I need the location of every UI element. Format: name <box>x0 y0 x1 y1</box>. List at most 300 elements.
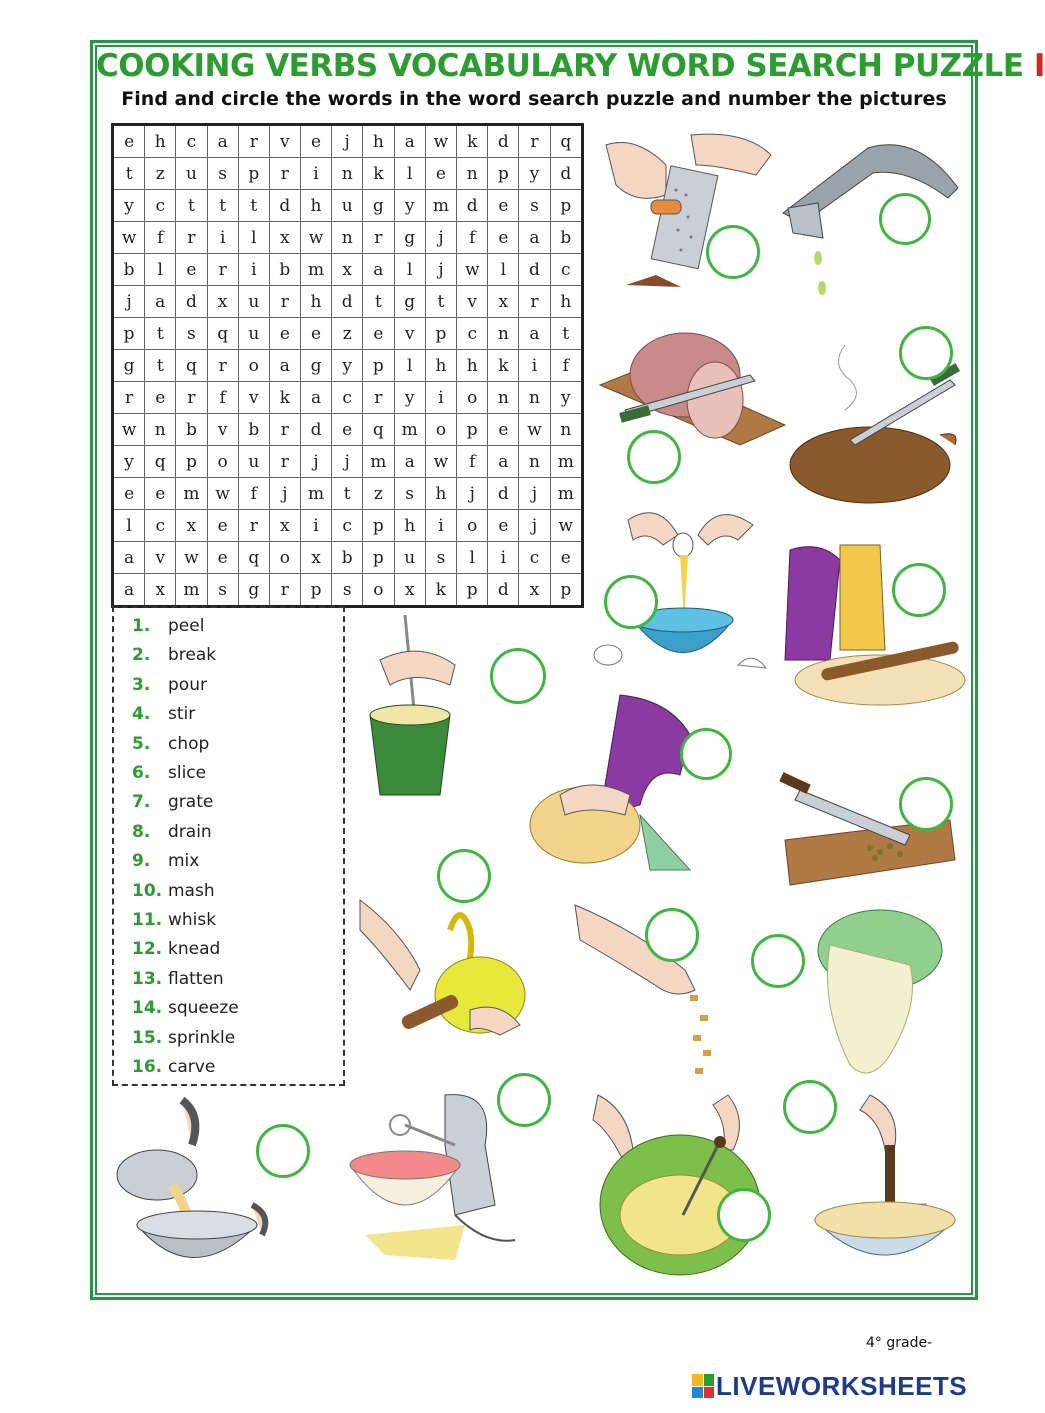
word-number: 8. <box>132 821 151 842</box>
grid-letter[interactable]: e <box>488 510 519 542</box>
grid-letter[interactable]: d <box>519 254 550 286</box>
grid-letter[interactable]: m <box>176 574 207 607</box>
grid-letter[interactable]: t <box>425 286 456 318</box>
grid-letter[interactable]: i <box>425 382 456 414</box>
grid-letter[interactable]: w <box>457 254 488 286</box>
grid-letter[interactable]: g <box>394 286 425 318</box>
word-list-item <box>132 939 220 959</box>
grid-letter[interactable]: w <box>550 510 582 542</box>
grid-letter[interactable]: v <box>145 542 176 574</box>
grid-letter[interactable]: b <box>550 222 582 254</box>
grid-row <box>113 350 583 382</box>
drain-answer-circle[interactable] <box>256 1124 310 1178</box>
grid-letter[interactable]: i <box>300 158 331 190</box>
grid-letter[interactable]: p <box>425 318 456 350</box>
grid-letter[interactable]: r <box>176 382 207 414</box>
grid-letter[interactable]: c <box>519 542 550 574</box>
grid-letter[interactable]: j <box>300 446 331 478</box>
grid-letter[interactable]: m <box>550 446 582 478</box>
grid-letter[interactable]: x <box>488 286 519 318</box>
grid-letter[interactable]: d <box>488 574 519 607</box>
grid-letter[interactable]: b <box>176 414 207 446</box>
grid-letter[interactable]: d <box>300 414 331 446</box>
grid-letter[interactable]: k <box>425 574 456 607</box>
grid-letter[interactable]: v <box>207 414 238 446</box>
grid-letter[interactable]: v <box>269 125 300 158</box>
grid-letter[interactable]: l <box>145 254 176 286</box>
whisk-picture <box>588 1090 773 1280</box>
grid-letter[interactable]: y <box>113 446 145 478</box>
grid-letter[interactable]: t <box>145 350 176 382</box>
grid-letter[interactable]: z <box>145 158 176 190</box>
grid-letter[interactable]: d <box>176 286 207 318</box>
grid-letter[interactable]: r <box>269 414 300 446</box>
peel-picture <box>360 890 535 1040</box>
grid-letter[interactable]: r <box>238 125 269 158</box>
grid-letter[interactable]: p <box>457 414 488 446</box>
carve-answer-circle[interactable] <box>899 326 953 380</box>
grid-letter[interactable]: g <box>300 350 331 382</box>
grid-letter[interactable]: x <box>332 254 363 286</box>
grid-letter[interactable]: m <box>300 254 331 286</box>
grid-letter[interactable]: t <box>332 478 363 510</box>
grid-letter[interactable]: o <box>425 414 456 446</box>
word-list-item <box>132 675 207 695</box>
grid-letter[interactable]: f <box>457 446 488 478</box>
squeeze-picture <box>778 128 963 303</box>
grid-letter[interactable]: t <box>363 286 394 318</box>
grid-row <box>113 478 583 510</box>
grid-letter[interactable]: r <box>238 510 269 542</box>
grid-letter[interactable]: x <box>145 574 176 607</box>
grid-letter[interactable]: i <box>519 350 550 382</box>
grid-letter[interactable]: h <box>300 190 331 222</box>
grid-letter[interactable]: f <box>145 222 176 254</box>
word-number: 6. <box>132 763 151 783</box>
grid-letter[interactable]: e <box>332 414 363 446</box>
grid-letter[interactable]: u <box>238 286 269 318</box>
grid-letter[interactable]: l <box>238 222 269 254</box>
grid-letter[interactable]: y <box>113 190 145 222</box>
grid-letter[interactable]: p <box>363 350 394 382</box>
grid-letter[interactable]: m <box>425 190 456 222</box>
grid-letter[interactable]: h <box>425 478 456 510</box>
word-list-item <box>132 645 216 665</box>
whisk-answer-circle[interactable] <box>717 1188 771 1242</box>
grid-letter[interactable]: n <box>145 414 176 446</box>
grid-letter[interactable]: o <box>238 350 269 382</box>
grid-letter[interactable]: t <box>550 318 582 350</box>
grid-letter[interactable]: r <box>207 350 238 382</box>
pour-answer-circle[interactable] <box>751 934 805 988</box>
grid-letter[interactable]: v <box>238 382 269 414</box>
grid-letter[interactable]: n <box>488 318 519 350</box>
word-list-item <box>132 704 195 724</box>
grid-letter[interactable]: p <box>488 158 519 190</box>
grid-letter[interactable]: v <box>394 318 425 350</box>
grid-letter[interactable]: e <box>145 382 176 414</box>
grid-letter[interactable]: g <box>394 222 425 254</box>
word-text: stir <box>168 704 196 725</box>
grid-letter[interactable]: q <box>176 350 207 382</box>
grid-letter[interactable]: d <box>457 190 488 222</box>
word-list-item <box>132 881 215 901</box>
grid-letter[interactable]: r <box>363 222 394 254</box>
grid-row <box>113 286 583 318</box>
word-list-item <box>132 734 209 754</box>
grid-letter[interactable]: a <box>269 350 300 382</box>
grid-letter[interactable]: a <box>394 446 425 478</box>
grid-letter[interactable]: p <box>113 318 145 350</box>
grid-letter[interactable]: e <box>269 318 300 350</box>
grid-letter[interactable]: l <box>488 254 519 286</box>
grid-letter[interactable]: j <box>425 254 456 286</box>
word-list-item <box>132 1057 215 1077</box>
grid-row <box>113 510 583 542</box>
grid-letter[interactable]: q <box>145 446 176 478</box>
grid-letter[interactable]: x <box>300 542 331 574</box>
grid-letter[interactable]: u <box>394 542 425 574</box>
grid-letter[interactable]: p <box>300 574 331 607</box>
grid-letter[interactable]: q <box>238 542 269 574</box>
grid-letter[interactable]: r <box>269 574 300 607</box>
grid-letter[interactable]: b <box>332 542 363 574</box>
stir-picture <box>360 610 460 800</box>
grid-letter[interactable]: e <box>550 542 582 574</box>
word-list-item <box>132 822 212 842</box>
grid-letter[interactable]: j <box>519 510 550 542</box>
grid-letter[interactable]: x <box>269 510 300 542</box>
grid-letter[interactable]: p <box>363 510 394 542</box>
grid-letter[interactable]: m <box>363 446 394 478</box>
slice-picture <box>600 315 785 455</box>
grid-row <box>113 222 583 254</box>
grid-letter[interactable]: k <box>457 125 488 158</box>
brand-name: LIVEWORKSHEETS <box>716 1370 968 1401</box>
grid-letter[interactable]: y <box>519 158 550 190</box>
grid-letter[interactable]: j <box>332 125 363 158</box>
word-text: flatten <box>168 968 224 989</box>
grid-letter[interactable]: w <box>176 542 207 574</box>
grid-letter[interactable]: j <box>519 478 550 510</box>
grid-letter[interactable]: a <box>488 446 519 478</box>
grid-letter[interactable]: y <box>332 350 363 382</box>
liveworksheets-logo-icon <box>692 1374 714 1398</box>
grid-letter[interactable]: r <box>519 125 550 158</box>
word-list-item <box>132 1028 235 1048</box>
grid-letter[interactable]: y <box>550 382 582 414</box>
grid-letter[interactable]: j <box>457 478 488 510</box>
grid-letter[interactable]: e <box>113 125 145 158</box>
grid-letter[interactable]: k <box>488 350 519 382</box>
grid-letter[interactable]: x <box>394 574 425 607</box>
grid-letter[interactable]: d <box>269 190 300 222</box>
word-number: 4. <box>132 704 151 725</box>
grid-letter[interactable]: i <box>238 254 269 286</box>
word-number: 13. <box>132 968 163 989</box>
grid-letter[interactable]: q <box>363 414 394 446</box>
grid-letter[interactable]: r <box>113 382 145 414</box>
grid-letter[interactable]: m <box>176 478 207 510</box>
grid-letter[interactable]: t <box>238 190 269 222</box>
grid-letter[interactable]: m <box>394 414 425 446</box>
grid-letter[interactable]: e <box>113 478 145 510</box>
break-answer-circle[interactable] <box>604 575 658 629</box>
grid-letter[interactable]: g <box>238 574 269 607</box>
grid-letter[interactable]: y <box>394 190 425 222</box>
grid-letter[interactable]: u <box>332 190 363 222</box>
word-number: 3. <box>132 674 151 695</box>
grid-letter[interactable]: p <box>550 190 582 222</box>
grid-letter[interactable]: a <box>363 254 394 286</box>
grid-letter[interactable]: l <box>394 254 425 286</box>
grid-letter[interactable]: i <box>425 510 456 542</box>
word-text: break <box>168 645 217 666</box>
grid-letter[interactable]: h <box>300 286 331 318</box>
grid-letter[interactable]: t <box>113 158 145 190</box>
grid-letter[interactable]: s <box>207 158 238 190</box>
grid-letter[interactable]: c <box>145 190 176 222</box>
grid-letter[interactable]: e <box>207 542 238 574</box>
grid-letter[interactable]: s <box>394 478 425 510</box>
word-number: 12. <box>132 939 163 960</box>
word-number: 7. <box>132 792 151 813</box>
grid-letter[interactable]: p <box>363 542 394 574</box>
grid-letter[interactable]: r <box>519 286 550 318</box>
grid-letter[interactable]: a <box>394 125 425 158</box>
grid-letter[interactable]: a <box>519 222 550 254</box>
grid-letter[interactable]: r <box>269 158 300 190</box>
grid-letter[interactable]: e <box>425 158 456 190</box>
word-text: mash <box>168 880 215 901</box>
grid-letter[interactable]: d <box>332 286 363 318</box>
grid-letter[interactable]: q <box>207 318 238 350</box>
slice-answer-circle[interactable] <box>627 430 681 484</box>
grid-letter[interactable]: s <box>519 190 550 222</box>
grid-letter[interactable]: r <box>269 446 300 478</box>
grid-letter[interactable]: w <box>519 414 550 446</box>
grid-letter[interactable]: k <box>269 382 300 414</box>
grid-letter[interactable]: p <box>238 158 269 190</box>
grid-letter[interactable]: c <box>145 510 176 542</box>
mix-answer-circle[interactable] <box>497 1073 551 1127</box>
drain-picture <box>112 1095 282 1290</box>
word-list-item <box>132 851 199 871</box>
flatten-answer-circle[interactable] <box>892 563 946 617</box>
grid-letter[interactable]: j <box>425 222 456 254</box>
word-number: 15. <box>132 1027 163 1048</box>
grid-letter[interactable]: o <box>207 446 238 478</box>
grid-letter[interactable]: h <box>394 510 425 542</box>
grid-letter[interactable]: x <box>269 222 300 254</box>
grid-letter[interactable]: d <box>488 125 519 158</box>
grid-letter[interactable]: i <box>300 510 331 542</box>
grid-letter[interactable]: p <box>176 446 207 478</box>
grid-row <box>113 542 583 574</box>
grid-letter[interactable]: n <box>519 382 550 414</box>
grid-letter[interactable]: w <box>425 446 456 478</box>
grid-letter[interactable]: e <box>176 254 207 286</box>
word-list-item <box>132 763 206 783</box>
grid-letter[interactable]: r <box>363 382 394 414</box>
knead-answer-circle[interactable] <box>680 728 732 780</box>
grid-letter[interactable]: a <box>207 125 238 158</box>
grid-letter[interactable]: w <box>207 478 238 510</box>
mash-answer-circle[interactable] <box>783 1080 837 1134</box>
grate-picture <box>596 125 776 300</box>
grid-letter[interactable]: r <box>176 222 207 254</box>
grid-letter[interactable]: f <box>457 222 488 254</box>
grid-letter[interactable]: e <box>363 318 394 350</box>
grid-letter[interactable]: o <box>457 382 488 414</box>
grid-letter[interactable]: s <box>207 574 238 607</box>
grid-letter[interactable]: v <box>457 286 488 318</box>
grid-letter[interactable]: i <box>488 542 519 574</box>
grid-letter[interactable]: a <box>113 574 145 607</box>
grid-letter[interactable]: h <box>425 350 456 382</box>
grid-letter[interactable]: q <box>550 125 582 158</box>
chop-answer-circle[interactable] <box>899 777 953 831</box>
grid-letter[interactable]: e <box>207 510 238 542</box>
grid-letter[interactable]: g <box>363 190 394 222</box>
grid-letter[interactable]: n <box>457 158 488 190</box>
grid-letter[interactable]: l <box>113 510 145 542</box>
grid-letter[interactable]: u <box>176 158 207 190</box>
grid-letter[interactable]: c <box>332 382 363 414</box>
grid-letter[interactable]: w <box>300 222 331 254</box>
grid-letter[interactable]: n <box>488 382 519 414</box>
grid-letter[interactable]: a <box>300 382 331 414</box>
grid-letter[interactable]: o <box>457 510 488 542</box>
grid-letter[interactable]: m <box>550 478 582 510</box>
grid-letter[interactable]: p <box>457 574 488 607</box>
grid-letter[interactable]: w <box>113 414 145 446</box>
grid-letter[interactable]: b <box>269 254 300 286</box>
grid-letter[interactable]: g <box>113 350 145 382</box>
grid-letter[interactable]: n <box>332 222 363 254</box>
grade-label: 4° grade- <box>866 1335 933 1351</box>
title-text: COOKING VERBS VOCABULARY WORD SEARCH PUZZLE <box>96 48 1024 84</box>
grid-letter[interactable]: a <box>519 318 550 350</box>
grid-letter[interactable]: h <box>363 125 394 158</box>
grate-answer-circle[interactable] <box>706 225 760 279</box>
grid-letter[interactable]: a <box>113 542 145 574</box>
grid-letter[interactable]: n <box>550 414 582 446</box>
grid-letter[interactable]: o <box>363 574 394 607</box>
grid-letter[interactable]: a <box>145 286 176 318</box>
grid-letter[interactable]: u <box>238 318 269 350</box>
word-search-grid <box>111 123 584 608</box>
grid-letter[interactable]: h <box>457 350 488 382</box>
word-list-item <box>132 998 239 1018</box>
grid-letter[interactable]: z <box>363 478 394 510</box>
peel-answer-circle[interactable] <box>437 849 491 903</box>
grid-letter[interactable]: e <box>488 190 519 222</box>
grid-row <box>113 446 583 478</box>
grid-letter[interactable]: m <box>300 478 331 510</box>
grid-letter[interactable]: k <box>363 158 394 190</box>
grid-letter[interactable]: j <box>113 286 145 318</box>
sprinkle-answer-circle[interactable] <box>645 908 699 962</box>
grid-letter[interactable]: r <box>269 286 300 318</box>
word-number: 2. <box>132 645 151 666</box>
grid-letter[interactable]: e <box>488 414 519 446</box>
grid-letter[interactable]: f <box>207 382 238 414</box>
grid-letter[interactable]: t <box>176 190 207 222</box>
grid-letter[interactable]: x <box>176 510 207 542</box>
word-number: 1. <box>132 616 151 636</box>
grid-letter[interactable]: d <box>550 158 582 190</box>
grid-letter[interactable]: i <box>207 222 238 254</box>
grid-letter[interactable]: t <box>145 318 176 350</box>
grid-letter[interactable]: e <box>488 222 519 254</box>
grid-letter[interactable]: s <box>425 542 456 574</box>
grid-letter[interactable]: e <box>145 478 176 510</box>
word-text: mix <box>168 851 200 872</box>
word-text: drain <box>168 821 212 842</box>
grid-letter[interactable]: p <box>550 574 582 607</box>
grid-letter[interactable]: h <box>145 125 176 158</box>
grid-letter[interactable]: c <box>550 254 582 286</box>
squeeze-answer-circle[interactable] <box>879 193 931 245</box>
grid-letter[interactable]: l <box>394 350 425 382</box>
grid-letter[interactable]: n <box>519 446 550 478</box>
grid-letter[interactable]: w <box>113 222 145 254</box>
grid-letter[interactable]: w <box>425 125 456 158</box>
grid-letter[interactable]: n <box>332 158 363 190</box>
grid-letter[interactable]: r <box>207 254 238 286</box>
grid-letter[interactable]: c <box>332 510 363 542</box>
grid-row <box>113 190 583 222</box>
grid-letter[interactable]: h <box>550 286 582 318</box>
word-number: 16. <box>132 1057 163 1077</box>
word-list-item <box>132 616 204 636</box>
grid-letter[interactable]: x <box>519 574 550 607</box>
grid-letter[interactable]: e <box>300 125 331 158</box>
word-text: grate <box>168 792 214 813</box>
grid-letter[interactable]: f <box>238 478 269 510</box>
word-text: slice <box>168 763 207 783</box>
grid-letter[interactable]: s <box>176 318 207 350</box>
grid-row <box>113 318 583 350</box>
word-text: knead <box>168 939 221 960</box>
grid-letter[interactable]: d <box>488 478 519 510</box>
grid-letter[interactable]: e <box>300 318 331 350</box>
word-text: chop <box>168 733 210 754</box>
grid-row <box>113 158 583 190</box>
grid-letter[interactable]: j <box>332 446 363 478</box>
grid-letter[interactable]: l <box>394 158 425 190</box>
word-text: carve <box>168 1057 216 1077</box>
grid-letter[interactable]: s <box>332 574 363 607</box>
grid-letter[interactable]: f <box>550 350 582 382</box>
grid-letter[interactable]: u <box>238 446 269 478</box>
grid-letter[interactable]: j <box>269 478 300 510</box>
grid-letter[interactable]: b <box>238 414 269 446</box>
grid-letter[interactable]: b <box>113 254 145 286</box>
grid-letter[interactable]: t <box>207 190 238 222</box>
word-text: pour <box>168 674 207 695</box>
grid-letter[interactable]: z <box>332 318 363 350</box>
word-list-item <box>132 969 224 989</box>
grid-letter[interactable]: l <box>457 542 488 574</box>
grid-letter[interactable]: y <box>394 382 425 414</box>
liveworksheets-brand[interactable] <box>692 1371 967 1401</box>
grid-letter[interactable]: c <box>457 318 488 350</box>
grid-letter[interactable]: o <box>269 542 300 574</box>
grid-letter[interactable]: x <box>207 286 238 318</box>
grid-letter[interactable]: c <box>176 125 207 158</box>
